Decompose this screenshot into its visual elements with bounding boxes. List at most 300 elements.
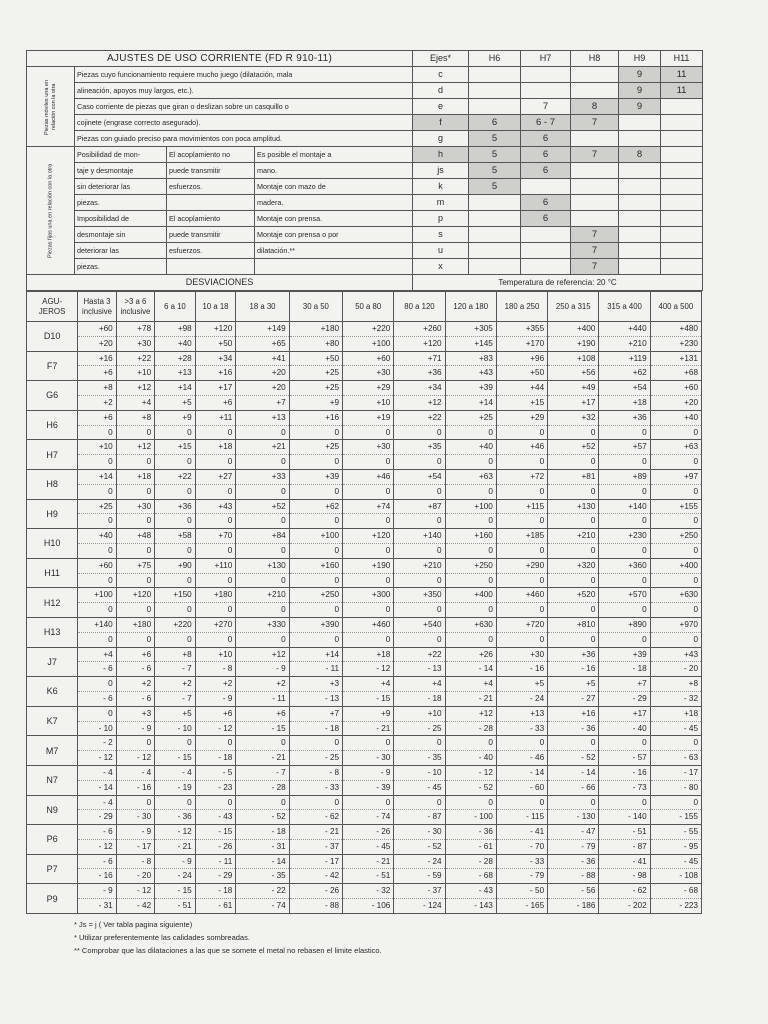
lower-deviation: - 6 bbox=[78, 691, 116, 706]
upper-deviation: +40 bbox=[78, 529, 116, 544]
fit-cell: 6 bbox=[521, 195, 571, 211]
lower-deviation: 0 bbox=[599, 484, 650, 499]
lower-deviation: +120 bbox=[394, 336, 445, 351]
eje-cell: d bbox=[413, 83, 469, 99]
lower-deviation: 0 bbox=[236, 632, 289, 647]
upper-deviation: 0 bbox=[155, 736, 196, 751]
lower-deviation: 0 bbox=[445, 514, 496, 529]
upper-deviation: +33 bbox=[236, 469, 289, 484]
lower-deviation: 0 bbox=[289, 425, 342, 440]
table-row bbox=[27, 780, 702, 795]
group-label-moviles: Piezas móviles una en relación con la otra bbox=[27, 67, 75, 147]
hole-tolerance-label: N7 bbox=[27, 765, 78, 795]
upper-deviation: 0 bbox=[78, 677, 116, 692]
upper-deviation: +140 bbox=[78, 617, 116, 632]
upper-deviation: +4 bbox=[394, 677, 445, 692]
fijas-c4-l4: piezas. bbox=[75, 259, 167, 275]
table-row bbox=[27, 395, 702, 410]
upper-deviation: +32 bbox=[548, 410, 599, 425]
upper-deviation: +5 bbox=[155, 706, 196, 721]
upper-deviation: +100 bbox=[289, 529, 342, 544]
fit-cell bbox=[619, 115, 661, 131]
upper-deviation: +6 bbox=[78, 410, 116, 425]
upper-deviation: +19 bbox=[343, 410, 394, 425]
lower-deviation: +56 bbox=[548, 366, 599, 381]
upper-deviation: - 30 bbox=[394, 825, 445, 840]
fit-cell: 9 bbox=[619, 99, 661, 115]
lower-deviation: +36 bbox=[394, 366, 445, 381]
upper-deviation: - 4 bbox=[116, 765, 154, 780]
upper-deviation: - 16 bbox=[599, 765, 650, 780]
lower-deviation: - 20 bbox=[116, 869, 154, 884]
upper-deviation: +15 bbox=[155, 440, 196, 455]
upper-deviation: +440 bbox=[599, 322, 650, 337]
fit-cell bbox=[469, 227, 521, 243]
upper-deviation: +2 bbox=[116, 677, 154, 692]
fit-cell: 7 bbox=[571, 243, 619, 259]
lower-deviation: - 88 bbox=[289, 899, 342, 914]
lower-deviation: - 21 bbox=[343, 721, 394, 736]
lower-deviation: 0 bbox=[78, 632, 116, 647]
upper-deviation: +57 bbox=[599, 440, 650, 455]
fit-cell: 6 bbox=[521, 147, 571, 163]
range-header: 315 a 400 bbox=[599, 292, 650, 322]
lower-deviation: - 42 bbox=[116, 899, 154, 914]
lower-deviation: 0 bbox=[650, 425, 701, 440]
fit-cell bbox=[469, 211, 521, 227]
col-h7-header: H7 bbox=[521, 51, 571, 67]
lower-deviation: - 52 bbox=[445, 780, 496, 795]
fit-cell bbox=[469, 99, 521, 115]
hole-tolerance-label: P9 bbox=[27, 884, 78, 914]
lower-deviation: 0 bbox=[195, 603, 236, 618]
eje-cell: p bbox=[413, 211, 469, 227]
lower-deviation: - 32 bbox=[650, 691, 701, 706]
upper-deviation: 0 bbox=[195, 736, 236, 751]
upper-deviation: - 33 bbox=[496, 854, 547, 869]
upper-deviation: - 9 bbox=[343, 765, 394, 780]
upper-deviation: +350 bbox=[394, 588, 445, 603]
lower-deviation: - 100 bbox=[445, 810, 496, 825]
lower-deviation: +6 bbox=[78, 366, 116, 381]
upper-deviation: +100 bbox=[445, 499, 496, 514]
lower-deviation: 0 bbox=[496, 543, 547, 558]
lower-deviation: - 88 bbox=[548, 869, 599, 884]
upper-deviation: - 8 bbox=[116, 854, 154, 869]
upper-deviation: +3 bbox=[289, 677, 342, 692]
lower-deviation: - 155 bbox=[650, 810, 701, 825]
upper-deviation: +250 bbox=[289, 588, 342, 603]
lower-deviation: 0 bbox=[394, 425, 445, 440]
upper-deviation: - 14 bbox=[236, 854, 289, 869]
lower-deviation: - 79 bbox=[496, 869, 547, 884]
fit-cell bbox=[661, 243, 703, 259]
upper-deviation: +220 bbox=[155, 617, 196, 632]
table-row bbox=[27, 839, 702, 854]
range-header: 80 a 120 bbox=[394, 292, 445, 322]
upper-deviation: +22 bbox=[394, 647, 445, 662]
lower-deviation: +50 bbox=[496, 366, 547, 381]
lower-deviation: 0 bbox=[116, 603, 154, 618]
upper-deviation: +41 bbox=[236, 351, 289, 366]
upper-deviation: 0 bbox=[236, 795, 289, 810]
upper-deviation: 0 bbox=[599, 795, 650, 810]
lower-deviation: - 14 bbox=[445, 662, 496, 677]
upper-deviation: +46 bbox=[343, 469, 394, 484]
fijas-c2-l3: esfuerzos. bbox=[167, 179, 255, 195]
lower-deviation: - 20 bbox=[650, 662, 701, 677]
lower-deviation: - 29 bbox=[195, 869, 236, 884]
upper-deviation: +54 bbox=[599, 381, 650, 396]
fit-cell bbox=[469, 83, 521, 99]
lower-deviation: +16 bbox=[195, 366, 236, 381]
upper-deviation: +330 bbox=[236, 617, 289, 632]
upper-deviation: +81 bbox=[548, 469, 599, 484]
fit-cell bbox=[571, 163, 619, 179]
lower-deviation: 0 bbox=[548, 603, 599, 618]
lower-deviation: - 35 bbox=[236, 869, 289, 884]
lower-deviation: - 80 bbox=[650, 780, 701, 795]
upper-deviation: +74 bbox=[343, 499, 394, 514]
lower-deviation: - 9 bbox=[195, 691, 236, 706]
upper-deviation: +230 bbox=[599, 529, 650, 544]
range-header: Hasta 3 inclusive bbox=[78, 292, 116, 322]
fit-cell bbox=[619, 163, 661, 179]
table-row bbox=[27, 366, 702, 381]
fijas-c1-l3: sin deteriorar las bbox=[75, 179, 167, 195]
lower-deviation: 0 bbox=[394, 603, 445, 618]
upper-deviation: +100 bbox=[78, 588, 116, 603]
fit-cell bbox=[661, 195, 703, 211]
lower-deviation: +62 bbox=[599, 366, 650, 381]
fit-cell bbox=[521, 179, 571, 195]
upper-deviation: +43 bbox=[195, 499, 236, 514]
upper-deviation: 0 bbox=[496, 736, 547, 751]
lower-deviation: - 21 bbox=[155, 839, 196, 854]
upper-deviation: +18 bbox=[343, 647, 394, 662]
lower-deviation: +20 bbox=[78, 336, 116, 351]
desviaciones-header: DESVIACIONES bbox=[27, 275, 413, 291]
lower-deviation: - 36 bbox=[548, 721, 599, 736]
fit-cell: 11 bbox=[661, 83, 703, 99]
upper-deviation: +63 bbox=[445, 469, 496, 484]
upper-deviation: +58 bbox=[155, 529, 196, 544]
lower-deviation: +9 bbox=[289, 395, 342, 410]
lower-deviation: - 51 bbox=[155, 899, 196, 914]
lower-deviation: - 39 bbox=[343, 780, 394, 795]
upper-deviation: +29 bbox=[343, 381, 394, 396]
hole-tolerance-label: H13 bbox=[27, 617, 78, 647]
upper-deviation: +13 bbox=[496, 706, 547, 721]
lower-deviation: 0 bbox=[548, 543, 599, 558]
lower-deviation: - 6 bbox=[116, 662, 154, 677]
upper-deviation: +149 bbox=[236, 322, 289, 337]
fit-cell bbox=[571, 211, 619, 227]
upper-deviation: +43 bbox=[650, 647, 701, 662]
col-h8-header: H8 bbox=[571, 51, 619, 67]
lower-deviation: - 18 bbox=[394, 691, 445, 706]
lower-deviation: - 29 bbox=[599, 691, 650, 706]
upper-deviation: +3 bbox=[116, 706, 154, 721]
upper-deviation: +130 bbox=[548, 499, 599, 514]
eje-cell: k bbox=[413, 179, 469, 195]
lower-deviation: - 16 bbox=[78, 869, 116, 884]
lower-deviation: 0 bbox=[599, 573, 650, 588]
lower-deviation: 0 bbox=[445, 543, 496, 558]
upper-deviation: +180 bbox=[195, 588, 236, 603]
table-row bbox=[27, 514, 702, 529]
table-row bbox=[27, 899, 702, 914]
fit-cell bbox=[661, 163, 703, 179]
upper-deviation: +63 bbox=[650, 440, 701, 455]
upper-deviation: - 7 bbox=[236, 765, 289, 780]
lower-deviation: - 40 bbox=[445, 751, 496, 766]
upper-deviation: +25 bbox=[289, 440, 342, 455]
upper-deviation: - 18 bbox=[236, 825, 289, 840]
lower-deviation: 0 bbox=[236, 543, 289, 558]
lower-deviation: 0 bbox=[195, 632, 236, 647]
upper-deviation: +36 bbox=[599, 410, 650, 425]
lower-deviation: - 36 bbox=[155, 810, 196, 825]
upper-deviation: +29 bbox=[496, 410, 547, 425]
lower-deviation: - 12 bbox=[116, 751, 154, 766]
desc-line-2: alineación, apoyos muy largos, etc.). bbox=[75, 83, 413, 99]
upper-deviation: +2 bbox=[155, 677, 196, 692]
lower-deviation: 0 bbox=[496, 425, 547, 440]
lower-deviation: +210 bbox=[599, 336, 650, 351]
upper-deviation: +460 bbox=[496, 588, 547, 603]
lower-deviation: +100 bbox=[343, 336, 394, 351]
upper-deviation: +4 bbox=[445, 677, 496, 692]
upper-deviation: 0 bbox=[548, 736, 599, 751]
fijas-c5-l1: El acoplamiento bbox=[167, 211, 255, 227]
upper-deviation: +8 bbox=[155, 647, 196, 662]
lower-deviation: 0 bbox=[289, 455, 342, 470]
upper-deviation: +210 bbox=[394, 558, 445, 573]
hole-tolerance-label: N9 bbox=[27, 795, 78, 825]
lower-deviation: 0 bbox=[195, 573, 236, 588]
upper-deviation: +185 bbox=[496, 529, 547, 544]
lower-deviation: 0 bbox=[78, 484, 116, 499]
upper-deviation: +52 bbox=[548, 440, 599, 455]
upper-deviation: +16 bbox=[548, 706, 599, 721]
fijas-c5-l2: puede transmitir bbox=[167, 227, 255, 243]
lower-deviation: - 68 bbox=[445, 869, 496, 884]
lower-deviation: - 115 bbox=[496, 810, 547, 825]
hole-tolerance-label: H11 bbox=[27, 558, 78, 588]
lower-deviation: - 7 bbox=[155, 691, 196, 706]
lower-deviation: - 74 bbox=[343, 810, 394, 825]
fit-cell: 6 - 7 bbox=[521, 115, 571, 131]
upper-deviation: +5 bbox=[548, 677, 599, 692]
lower-deviation: 0 bbox=[650, 484, 701, 499]
upper-deviation: +7 bbox=[289, 706, 342, 721]
upper-deviation: +40 bbox=[445, 440, 496, 455]
fit-cell bbox=[469, 195, 521, 211]
lower-deviation: - 45 bbox=[343, 839, 394, 854]
lower-deviation: 0 bbox=[496, 514, 547, 529]
fit-cell: 6 bbox=[521, 131, 571, 147]
desc-line-5: Piezas con guiado preciso para movimientos con poca amplitud. bbox=[75, 131, 413, 147]
fit-cell bbox=[661, 227, 703, 243]
fit-cell: 6 bbox=[469, 115, 521, 131]
lower-deviation: 0 bbox=[289, 573, 342, 588]
fit-cell bbox=[661, 147, 703, 163]
fit-cell bbox=[469, 259, 521, 275]
upper-deviation: - 18 bbox=[195, 884, 236, 899]
upper-deviation: 0 bbox=[650, 795, 701, 810]
fit-cell: 9 bbox=[619, 67, 661, 83]
fit-cell bbox=[619, 211, 661, 227]
eje-cell: x bbox=[413, 259, 469, 275]
hole-tolerance-label: H6 bbox=[27, 410, 78, 440]
lower-deviation: - 61 bbox=[195, 899, 236, 914]
lower-deviation: 0 bbox=[195, 514, 236, 529]
lower-deviation: - 31 bbox=[236, 839, 289, 854]
col-h11-header: H11 bbox=[661, 51, 703, 67]
fit-cell bbox=[571, 179, 619, 195]
lower-deviation: +80 bbox=[289, 336, 342, 351]
lower-deviation: - 63 bbox=[650, 751, 701, 766]
upper-deviation: +180 bbox=[289, 322, 342, 337]
range-header: 120 a 180 bbox=[445, 292, 496, 322]
fit-cell bbox=[469, 243, 521, 259]
lower-deviation: 0 bbox=[236, 573, 289, 588]
upper-deviation: - 4 bbox=[78, 795, 116, 810]
upper-deviation: +72 bbox=[496, 469, 547, 484]
fit-cell bbox=[619, 179, 661, 195]
upper-deviation: +25 bbox=[289, 381, 342, 396]
table-row bbox=[27, 529, 702, 544]
lower-deviation: +20 bbox=[650, 395, 701, 410]
upper-deviation: - 55 bbox=[650, 825, 701, 840]
table-row bbox=[27, 484, 702, 499]
fijas-c6-l2: Montaje con prensa o por bbox=[255, 227, 413, 243]
table-title: AJUSTES DE USO CORRIENTE (FD R 910-11) bbox=[27, 51, 413, 67]
desc-line-3: Caso corriente de piezas que giran o deslizan sobre un casquillo o bbox=[75, 99, 413, 115]
lower-deviation: - 37 bbox=[289, 839, 342, 854]
lower-deviation: 0 bbox=[289, 514, 342, 529]
lower-deviation: 0 bbox=[343, 455, 394, 470]
upper-deviation: +30 bbox=[496, 647, 547, 662]
lower-deviation: 0 bbox=[195, 425, 236, 440]
lower-deviation: - 60 bbox=[496, 780, 547, 795]
lower-deviation: - 165 bbox=[496, 899, 547, 914]
fit-cell bbox=[521, 67, 571, 83]
range-header: 10 a 18 bbox=[195, 292, 236, 322]
upper-deviation: - 36 bbox=[548, 854, 599, 869]
fit-cell bbox=[661, 211, 703, 227]
upper-deviation: +17 bbox=[599, 706, 650, 721]
lower-deviation: - 16 bbox=[496, 662, 547, 677]
upper-deviation: +460 bbox=[343, 617, 394, 632]
upper-deviation: +5 bbox=[496, 677, 547, 692]
lower-deviation: - 143 bbox=[445, 899, 496, 914]
upper-deviation: - 37 bbox=[394, 884, 445, 899]
lower-deviation: 0 bbox=[78, 425, 116, 440]
lower-deviation: 0 bbox=[496, 455, 547, 470]
fijas-c6-l1: Montaje con prensa. bbox=[255, 211, 413, 227]
upper-deviation: 0 bbox=[289, 736, 342, 751]
lower-deviation: - 40 bbox=[599, 721, 650, 736]
upper-deviation: +11 bbox=[195, 410, 236, 425]
table-row bbox=[27, 543, 702, 558]
fit-cell: 7 bbox=[571, 227, 619, 243]
lower-deviation: +50 bbox=[195, 336, 236, 351]
lower-deviation: 0 bbox=[155, 573, 196, 588]
lower-deviation: - 10 bbox=[78, 721, 116, 736]
eje-cell: h bbox=[413, 147, 469, 163]
upper-deviation: +6 bbox=[116, 647, 154, 662]
fit-cell bbox=[469, 67, 521, 83]
upper-deviation: +520 bbox=[548, 588, 599, 603]
lower-deviation: - 59 bbox=[394, 869, 445, 884]
lower-deviation: - 11 bbox=[289, 662, 342, 677]
table-row bbox=[27, 617, 702, 632]
fits-table-sheet bbox=[26, 50, 702, 957]
lower-deviation: 0 bbox=[343, 603, 394, 618]
lower-deviation: +15 bbox=[496, 395, 547, 410]
lower-deviation: 0 bbox=[650, 632, 701, 647]
upper-deviation: +62 bbox=[289, 499, 342, 514]
upper-deviation: +20 bbox=[236, 381, 289, 396]
hole-tolerance-label: H7 bbox=[27, 440, 78, 470]
table-row bbox=[27, 795, 702, 810]
lower-deviation: - 52 bbox=[236, 810, 289, 825]
table-row bbox=[27, 351, 702, 366]
fit-cell: 7 bbox=[521, 99, 571, 115]
lower-deviation: - 12 bbox=[195, 721, 236, 736]
upper-deviation: +98 bbox=[155, 322, 196, 337]
upper-deviation: - 4 bbox=[155, 765, 196, 780]
lower-deviation: - 25 bbox=[289, 751, 342, 766]
lower-deviation: - 12 bbox=[78, 751, 116, 766]
upper-deviation: +39 bbox=[599, 647, 650, 662]
hole-tolerance-label: H10 bbox=[27, 529, 78, 559]
fit-cell bbox=[571, 83, 619, 99]
upper-deviation: +400 bbox=[650, 558, 701, 573]
eje-cell: m bbox=[413, 195, 469, 211]
lower-deviation: +25 bbox=[289, 366, 342, 381]
lower-deviation: - 74 bbox=[236, 899, 289, 914]
upper-deviation: +2 bbox=[236, 677, 289, 692]
fit-cell: 5 bbox=[469, 147, 521, 163]
lower-deviation: +65 bbox=[236, 336, 289, 351]
table-row bbox=[27, 884, 702, 899]
lower-deviation: 0 bbox=[394, 514, 445, 529]
lower-deviation: 0 bbox=[289, 484, 342, 499]
lower-deviation: - 6 bbox=[78, 662, 116, 677]
lower-deviation: 0 bbox=[650, 603, 701, 618]
upper-deviation: +17 bbox=[195, 381, 236, 396]
upper-deviation: +22 bbox=[116, 351, 154, 366]
lower-deviation: 0 bbox=[155, 543, 196, 558]
upper-deviation: +4 bbox=[343, 677, 394, 692]
upper-deviation: +18 bbox=[650, 706, 701, 721]
upper-deviation: +890 bbox=[599, 617, 650, 632]
hole-tolerance-label: G6 bbox=[27, 381, 78, 411]
upper-deviation: - 12 bbox=[155, 825, 196, 840]
upper-deviation: +13 bbox=[236, 410, 289, 425]
lower-deviation: 0 bbox=[116, 632, 154, 647]
upper-deviation: +39 bbox=[445, 381, 496, 396]
fit-cell bbox=[521, 259, 571, 275]
fit-cell bbox=[521, 83, 571, 99]
lower-deviation: - 12 bbox=[343, 662, 394, 677]
upper-deviation: +250 bbox=[445, 558, 496, 573]
lower-deviation: - 17 bbox=[116, 839, 154, 854]
lower-deviation: 0 bbox=[548, 425, 599, 440]
